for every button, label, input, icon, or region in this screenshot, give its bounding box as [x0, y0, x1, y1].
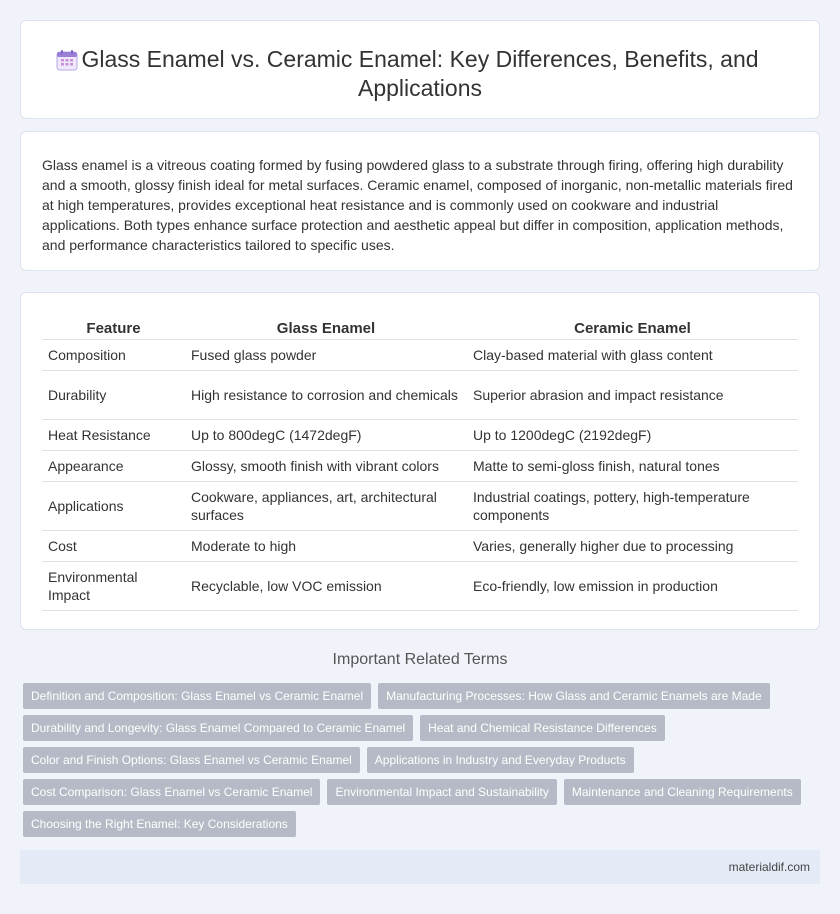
related-term-tag[interactable]: Maintenance and Cleaning Requirements [564, 779, 801, 805]
related-term-tag[interactable]: Choosing the Right Enamel: Key Considerations [23, 811, 296, 837]
header-feature: Feature [42, 315, 185, 339]
table-cell: Cost [42, 530, 185, 561]
table-row [42, 450, 798, 481]
table-cell: Heat Resistance [42, 419, 185, 450]
comparison-table-card [20, 292, 820, 630]
table-row [42, 530, 798, 561]
page-title: Glass Enamel vs. Ceramic Enamel: Key Differences, Benefits, and Applications [81, 46, 759, 101]
table-cell: Matte to semi-gloss finish, natural tones [467, 450, 798, 481]
table-cell: Cookware, appliances, art, architectural surfaces [185, 481, 467, 530]
table-row [42, 481, 798, 530]
table-row [42, 561, 798, 610]
table-row [42, 370, 798, 419]
table-cell: Up to 800degC (1472degF) [185, 419, 467, 450]
related-term-tag[interactable]: Heat and Chemical Resistance Differences [420, 715, 665, 741]
table-cell: Fused glass powder [185, 339, 467, 370]
related-term-tag[interactable]: Durability and Longevity: Glass Enamel Compared to Ceramic Enamel [23, 715, 413, 741]
table-row [42, 339, 798, 370]
related-terms-title: Important Related Terms [332, 651, 508, 668]
table-cell: Glossy, smooth finish with vibrant colors [185, 450, 467, 481]
related-term-tag[interactable]: Definition and Composition: Glass Enamel vs Ceramic Enamel [23, 683, 371, 709]
table-cell: Varies, generally higher due to processing [467, 530, 798, 561]
table-cell: Environmental Impact [42, 561, 185, 610]
table-cell: Moderate to high [185, 530, 467, 561]
footer [20, 850, 820, 884]
table-cell: Superior abrasion and impact resistance [467, 370, 798, 419]
intro-card [20, 131, 820, 271]
table-cell: Clay-based material with glass content [467, 339, 798, 370]
table-cell: Composition [42, 339, 185, 370]
table-cell: Recyclable, low VOC emission [185, 561, 467, 610]
table-cell: High resistance to corrosion and chemicals [185, 370, 467, 419]
related-term-tag[interactable]: Applications in Industry and Everyday Products [367, 747, 634, 773]
related-term-tag[interactable]: Cost Comparison: Glass Enamel vs Ceramic Enamel [23, 779, 320, 805]
table-cell: Industrial coatings, pottery, high-temperature components [467, 481, 798, 530]
related-term-tag[interactable]: Environmental Impact and Sustainability [327, 779, 556, 805]
header-card [20, 20, 820, 119]
table-cell: Applications [42, 481, 185, 530]
comparison-table [42, 315, 798, 611]
header-glass-enamel: Glass Enamel [185, 315, 467, 339]
table-cell: Up to 1200degC (2192degF) [467, 419, 798, 450]
table-row [42, 419, 798, 450]
table-header-row [42, 315, 798, 339]
footer-site-link[interactable]: materialdif.com [728, 860, 810, 874]
related-terms-list [23, 683, 803, 837]
table-cell: Durability [42, 370, 185, 419]
table-cell: Eco-friendly, low emission in production [467, 561, 798, 610]
related-term-tag[interactable]: Manufacturing Processes: How Glass and Ceramic Enamels are Made [378, 683, 770, 709]
table-cell: Appearance [42, 450, 185, 481]
related-term-tag[interactable]: Color and Finish Options: Glass Enamel vs Ceramic Enamel [23, 747, 360, 773]
header-ceramic-enamel: Ceramic Enamel [467, 315, 798, 339]
intro-paragraph: Glass enamel is a vitreous coating formed by fusing powdered glass to a substrate through firing, offering high durability and a smooth, glossy finish ideal for metal surfaces. Ceramic enamel, composed of inorganic, non-metallic materials fired at high temperatures, provides exceptional heat resistance and is commonly used on cookware and industrial applications. Both types enhance surface protection and aesthetic appeal but differ in composition, application methods, and performance characteristics tailored to specific uses. [42, 157, 793, 253]
